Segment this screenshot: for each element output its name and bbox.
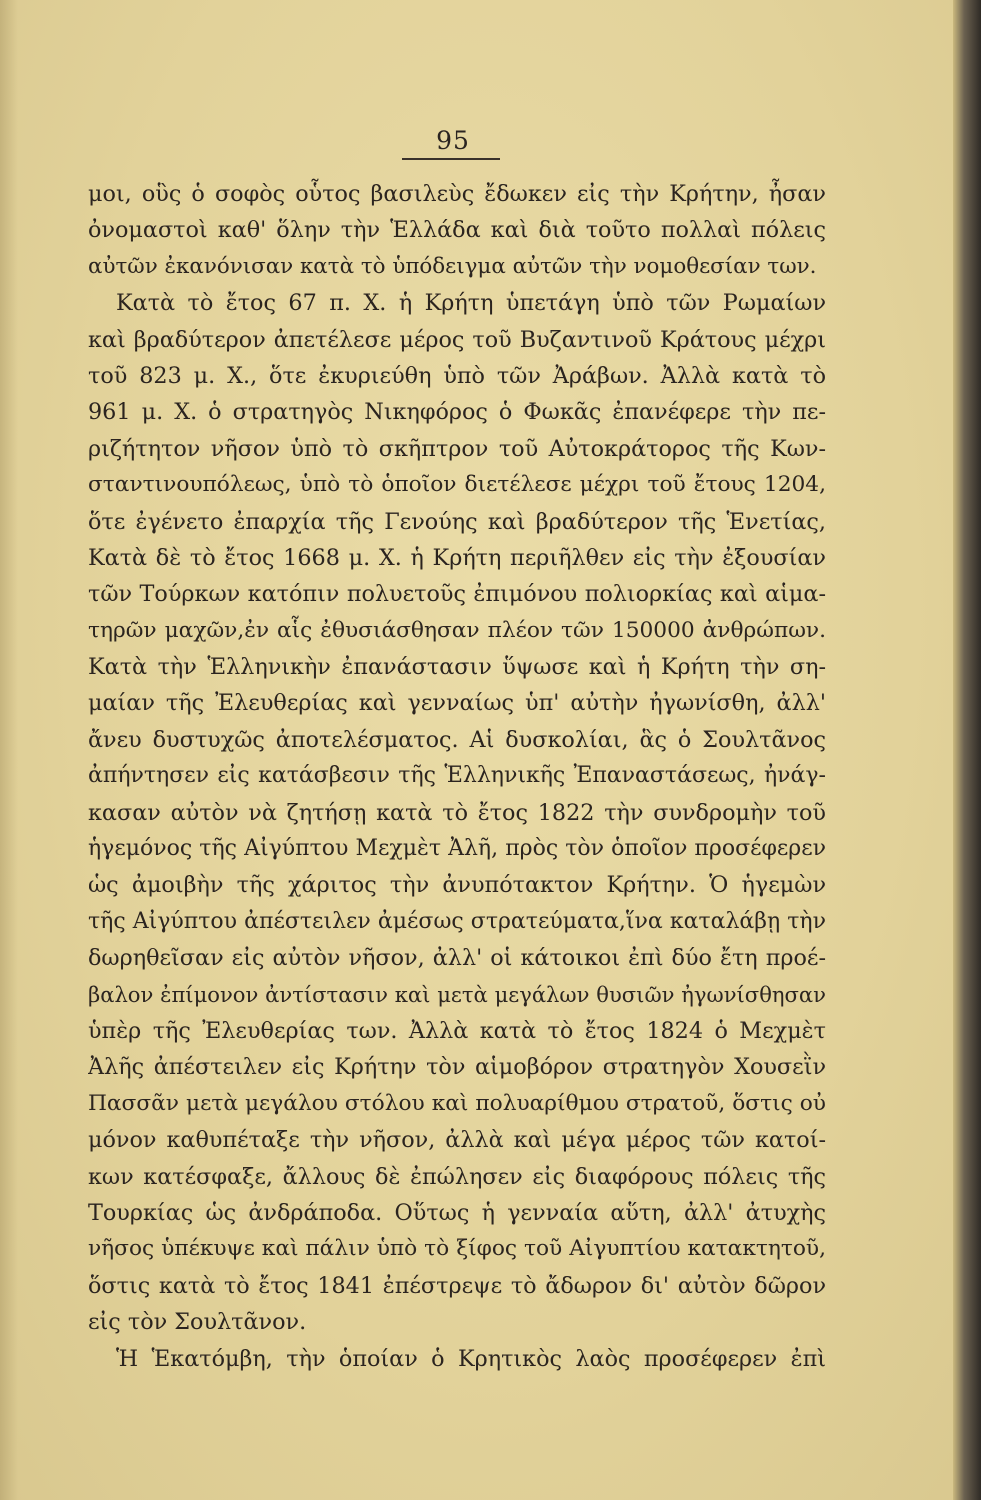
text-line: νῆσος ὑπέκυψε καὶ πάλιν ὑπὸ τὸ ξίφος τοῦ Αἰγυπτίου κατακτητοῦ,	[88, 1236, 826, 1262]
text-line: Ἡ Ἑκατόμβη, τὴν ὁποίαν ὁ Κρητικὸς λαὸς προσέφερεν ἐπὶ	[116, 1345, 826, 1372]
page-number: 95	[436, 126, 470, 155]
text-line: Πασσᾶν μετὰ μεγάλου στόλου καὶ πολυαρίθμου στρατοῦ, ὅστις οὐ	[88, 1090, 826, 1116]
body-text	[88, 176, 826, 1377]
text-line: ριζήτητον νῆσον ὑπὸ τὸ σκῆπτρον τοῦ Αὐτοκράτορος τῆς Κων-	[88, 435, 826, 462]
text-line: ὀνομαστοὶ καθ' ὅλην τὴν Ἑλλάδα καὶ διὰ τοῦτο πολλαὶ πόλεις	[88, 217, 826, 244]
text-line: ἡγεμόνος τῆς Αἰγύπτου Μεχμὲτ Ἀλῆ, πρὸς τὸν ὁποῖον προσέφερεν	[88, 836, 826, 862]
page-number-rule	[402, 158, 500, 160]
text-line: εἰς τὸν Σουλτᾶνον.	[88, 1309, 307, 1336]
text-line: Κατὰ τὴν Ἑλληνικὴν ἐπανάστασιν ὕψωσε καὶ ἡ Κρήτη τὴν ση-	[88, 654, 826, 681]
page-gutter-shadow	[0, 0, 18, 1500]
text-line: σταντινουπόλεως, ὑπὸ τὸ ὁποῖον διετέλεσε μέχρι τοῦ ἔτους 1204,	[88, 472, 826, 498]
text-line: ὑπὲρ τῆς Ἐλευθερίας των. Ἀλλὰ κατὰ τὸ ἔτος 1824 ὁ Μεχμὲτ	[88, 1017, 826, 1044]
text-line: δωρηθεῖσαν εἰς αὐτὸν νῆσον, ἀλλ' οἱ κάτοικοι ἐπὶ δύο ἔτη προέ-	[88, 945, 826, 972]
text-line: Τουρκίας ὡς ἀνδράποδα. Οὕτως ἡ γενναία αὕτη, ἀλλ' ἀτυχὴς	[88, 1199, 826, 1226]
text-line: βαλον ἐπίμονον ἀντίστασιν καὶ μετὰ μεγάλων θυσιῶν ἠγωνίσθησαν	[88, 981, 826, 1007]
text-line: μόνον καθυπέταξε τὴν νῆσον, ἀλλὰ καὶ μέγα μέρος τῶν κατοί-	[88, 1127, 826, 1154]
text-line: μοι, οὓς ὁ σοφὸς οὗτος βασιλεὺς ἔδωκεν εἰς τὴν Κρήτην, ἦσαν	[88, 181, 826, 207]
text-line: κων κατέσφαξε, ἄλλους δὲ ἐπώλησεν εἰς διαφόρους πόλεις τῆς	[88, 1163, 826, 1190]
text-line: καὶ βραδύτερον ἀπετέλεσε μέρος τοῦ Βυζαντινοῦ Κράτους μέχρι	[88, 326, 826, 353]
text-line: ὡς ἀμοιβὴν τῆς χάριτος τὴν ἀνυπότακτον Κρήτην. Ὁ ἡγεμὼν	[88, 872, 826, 899]
text-line: ὅστις κατὰ τὸ ἔτος 1841 ἐπέστρεψε τὸ ἄδωρον δι' αὐτὸν δῶρον	[88, 1272, 826, 1299]
text-line: μαίαν τῆς Ἐλευθερίας καὶ γενναίως ὑπ' αὐτὴν ἠγωνίσθη, ἀλλ'	[88, 690, 826, 717]
text-line: Κατὰ τὸ ἔτος 67 π. Χ. ἡ Κρήτη ὑπετάγη ὑπὸ τῶν Ρωμαίων	[116, 290, 826, 317]
page-edge	[953, 0, 981, 1500]
text-line: Κατὰ δὲ τὸ ἔτος 1668 μ. Χ. ἡ Κρήτη περιῆλθεν εἰς τὴν ἐξουσίαν	[88, 544, 826, 571]
text-line: κασαν αὐτὸν νὰ ζητήσῃ κατὰ τὸ ἔτος 1822 τὴν συνδρομὴν τοῦ	[88, 799, 826, 826]
text-line: Ἀλῆς ἀπέστειλεν εἰς Κρήτην τὸν αἱμοβόρον στρατηγὸν Χουσεῒν	[88, 1054, 826, 1081]
text-line: τῆς Αἰγύπτου ἀπέστειλεν ἀμέσως στρατεύματα,ἵνα καταλάβῃ τὴν	[88, 908, 826, 934]
text-line: τῶν Τούρκων κατόπιν πολυετοῦς ἐπιμόνου πολιορκίας καὶ αἱμα-	[88, 581, 826, 608]
text-line: τηρῶν μαχῶν,ἐν αἷς ἐθυσιάσθησαν πλέον τῶν 150000 ἀνθρώπων.	[88, 617, 826, 643]
text-line: αὐτῶν ἐκανόνισαν κατὰ τὸ ὑπόδειγμα αὐτῶν τὴν νομοθεσίαν των.	[88, 253, 817, 279]
text-line: ἄνευ δυστυχῶς ἀποτελέσματος. Αἱ δυσκολίαι, ἃς ὁ Σουλτᾶνος	[88, 726, 826, 753]
text-line: ἀπήντησεν εἰς κατάσβεσιν τῆς Ἑλληνικῆς Ἐπαναστάσεως, ἠνάγ-	[88, 763, 826, 789]
text-line: τοῦ 823 μ. Χ., ὅτε ἐκυριεύθη ὑπὸ τῶν Ἀράβων. Ἀλλὰ κατὰ τὸ	[88, 362, 826, 389]
text-line: ὅτε ἐγένετο ἐπαρχία τῆς Γενούης καὶ βραδύτερον τῆς Ἑνετίας,	[88, 508, 826, 535]
text-line: 961 μ. Χ. ὁ στρατηγὸς Νικηφόρος ὁ Φωκᾶς ἐπανέφερε τὴν πε-	[88, 399, 826, 426]
